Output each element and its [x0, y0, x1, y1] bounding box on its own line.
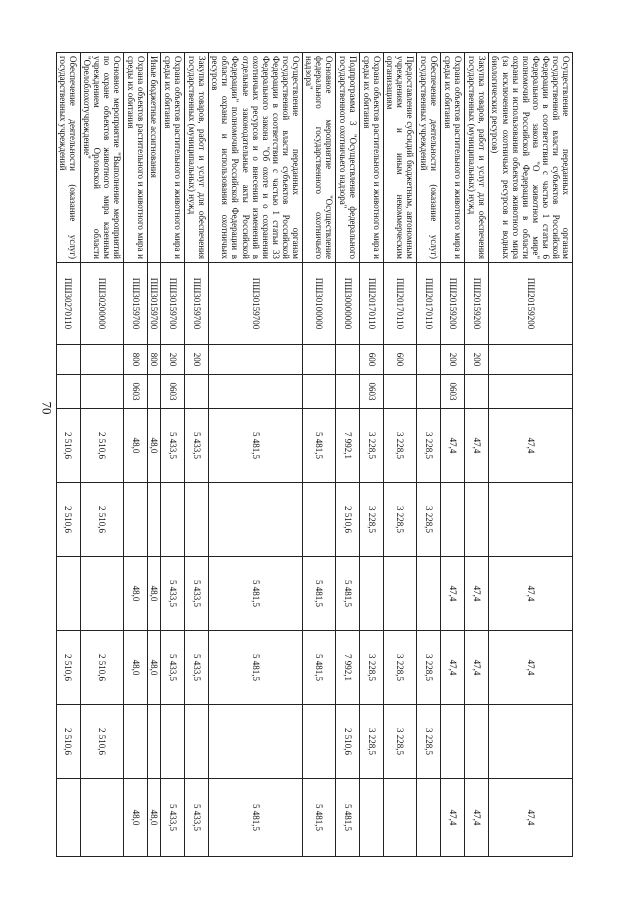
- amount-cell: 3 228,5: [417, 483, 441, 557]
- amount-cell: 5 433,5: [185, 779, 209, 857]
- amount-cell: 5 481,5: [209, 779, 303, 857]
- row-name-cell: Осуществление переданных органам государственной власти субъектов Российской Федерации в соответствии с частью 1 статьи 33 Федерального закона "Об охоте и о сохранении охотничьих ресурсов и о внесении изменений в отдельные законодательные акты Российской Федерации" полномочий Российской Федерации в области охраны и использования охотничьих ресурсов: [209, 53, 303, 263]
- amount-cell: 2 510,6: [336, 705, 360, 779]
- table-row: [489, 53, 573, 857]
- amount-cell: [124, 705, 148, 779]
- expense-type-cell: 200: [465, 345, 489, 375]
- amount-cell: [209, 705, 303, 779]
- amount-cell: 2 510,6: [56, 705, 80, 779]
- amount-cell: [441, 483, 465, 557]
- amount-cell: 48,0: [124, 409, 148, 483]
- amount-cell: 2 510,6: [56, 409, 80, 483]
- target-code-cell: ПШ20159200: [441, 263, 465, 345]
- table-row: [465, 53, 489, 857]
- amount-cell: 2 510,6: [80, 631, 123, 705]
- amount-cell: 2 510,6: [80, 409, 123, 483]
- target-code-cell: ПШ30270110: [56, 263, 80, 345]
- table-row: [336, 53, 360, 857]
- amount-cell: 47,4: [441, 557, 465, 631]
- table-row: [56, 53, 80, 857]
- amount-cell: 47,4: [441, 409, 465, 483]
- amount-cell: 47,4: [441, 631, 465, 705]
- section-code-cell: [302, 375, 335, 409]
- amount-cell: 3 228,5: [360, 409, 384, 483]
- amount-cell: 5 481,5: [302, 631, 335, 705]
- table-row: [185, 53, 209, 857]
- row-name-cell: Осуществление переданных органам государственной власти субъектов Российской Федерации в соответствии с частью 1 статьи 6 Федерального закона "О животном мире" полномочий Российской Федерации в области охраны и использования объектов животного мира (за исключением охотничьих ресурсов и водных биологических ресурсов): [489, 53, 573, 263]
- amount-cell: 2 510,6: [80, 483, 123, 557]
- section-code-cell: 0603: [441, 375, 465, 409]
- expense-type-cell: 600: [360, 345, 384, 375]
- table-row: [80, 53, 123, 857]
- budget-table: [56, 52, 573, 857]
- amount-cell: [209, 483, 303, 557]
- amount-cell: 5 481,5: [302, 557, 335, 631]
- expense-type-cell: [336, 345, 360, 375]
- target-code-cell: ПШ30200000: [80, 263, 123, 345]
- amount-cell: 3 228,5: [417, 409, 441, 483]
- amount-cell: 5 481,5: [336, 779, 360, 857]
- amount-cell: 47,4: [489, 779, 573, 857]
- amount-cell: [417, 779, 441, 857]
- section-code-cell: 0603: [360, 375, 384, 409]
- expense-type-cell: [209, 345, 303, 375]
- target-code-cell: ПШ30100000: [302, 263, 335, 345]
- table-row: [360, 53, 384, 857]
- amount-cell: [56, 779, 80, 857]
- amount-cell: 5 481,5: [302, 779, 335, 857]
- table-row: [148, 53, 161, 857]
- amount-cell: 47,4: [465, 409, 489, 483]
- amount-cell: 3 228,5: [417, 705, 441, 779]
- amount-cell: 2 510,6: [336, 483, 360, 557]
- table-row: [384, 53, 417, 857]
- amount-cell: 47,4: [441, 779, 465, 857]
- row-name-cell: Обеспечение деятельности (оказание услуг) государственных учреждений: [417, 53, 441, 263]
- amount-cell: 47,4: [489, 409, 573, 483]
- target-code-cell: ПШ30159700: [148, 263, 161, 345]
- section-code-cell: [417, 375, 441, 409]
- target-code-cell: ПШ30159700: [209, 263, 303, 345]
- expense-type-cell: [417, 345, 441, 375]
- amount-cell: 3 228,5: [417, 631, 441, 705]
- row-name-cell: Охрана объектов растительного и животного мира и среды их обитания: [441, 53, 465, 263]
- amount-cell: 48,0: [148, 409, 161, 483]
- section-code-cell: [384, 375, 417, 409]
- amount-cell: 48,0: [124, 631, 148, 705]
- amount-cell: [360, 557, 384, 631]
- section-code-cell: [209, 375, 303, 409]
- expense-type-cell: 200: [185, 345, 209, 375]
- amount-cell: [489, 483, 573, 557]
- amount-cell: [124, 483, 148, 557]
- row-name-cell: Предоставление субсидий бюджетным, автономным учреждениям и иным некоммерческим организациям: [384, 53, 417, 263]
- amount-cell: [489, 705, 573, 779]
- amount-cell: [161, 483, 185, 557]
- section-code-cell: 0603: [161, 375, 185, 409]
- amount-cell: 2 510,6: [56, 631, 80, 705]
- amount-cell: 2 510,6: [80, 705, 123, 779]
- amount-cell: 48,0: [148, 779, 161, 857]
- amount-cell: 5 481,5: [336, 557, 360, 631]
- row-name-cell: Обеспечение деятельности (оказание услуг) государственных учреждений: [56, 53, 80, 263]
- amount-cell: 47,4: [489, 631, 573, 705]
- row-name-cell: Основное мероприятие "Осуществление федерального государственного охотничьего надзора": [302, 53, 335, 263]
- table-row: [124, 53, 148, 857]
- amount-cell: 47,4: [465, 631, 489, 705]
- amount-cell: 5 433,5: [185, 557, 209, 631]
- target-code-cell: ПШ30159700: [185, 263, 209, 345]
- row-name-cell: Закупка товаров, работ и услуг для обеспечения государственных (муниципальных) нужд: [465, 53, 489, 263]
- amount-cell: 47,4: [465, 557, 489, 631]
- target-code-cell: ПШ20159200: [489, 263, 573, 345]
- amount-cell: 48,0: [124, 779, 148, 857]
- amount-cell: 47,4: [465, 779, 489, 857]
- amount-cell: 3 228,5: [360, 483, 384, 557]
- section-code-cell: [80, 375, 123, 409]
- amount-cell: 5 481,5: [209, 557, 303, 631]
- expense-type-cell: 800: [124, 345, 148, 375]
- amount-cell: 3 228,5: [384, 483, 417, 557]
- table-row: [161, 53, 185, 857]
- expense-type-cell: 200: [161, 345, 185, 375]
- row-name-cell: Закупка товаров, работ и услуг для обеспечения государственных (муниципальных) нужд: [185, 53, 209, 263]
- target-code-cell: ПШ30000000: [336, 263, 360, 345]
- amount-cell: [161, 705, 185, 779]
- expense-type-cell: [489, 345, 573, 375]
- table-row: [302, 53, 335, 857]
- section-code-cell: [148, 375, 161, 409]
- amount-cell: 5 433,5: [161, 409, 185, 483]
- amount-cell: 47,4: [489, 557, 573, 631]
- expense-type-cell: [302, 345, 335, 375]
- amount-cell: 48,0: [148, 557, 161, 631]
- row-name-cell: Подпрограмма 3 "Осуществление федерального государственного охотничьего надзора": [336, 53, 360, 263]
- amount-cell: [148, 705, 161, 779]
- table-row: [209, 53, 303, 857]
- section-code-cell: [185, 375, 209, 409]
- amount-cell: 5 433,5: [161, 779, 185, 857]
- table-row: [417, 53, 441, 857]
- amount-cell: 2 510,6: [56, 483, 80, 557]
- amount-cell: 5 481,5: [209, 409, 303, 483]
- amount-cell: 48,0: [148, 631, 161, 705]
- amount-cell: [302, 705, 335, 779]
- target-code-cell: ПШ30159700: [161, 263, 185, 345]
- amount-cell: [441, 705, 465, 779]
- page-number: 70: [39, 401, 55, 415]
- expense-type-cell: [80, 345, 123, 375]
- budget-table-sheet: [58, 52, 573, 856]
- amount-cell: 5 433,5: [185, 631, 209, 705]
- amount-cell: 5 433,5: [161, 557, 185, 631]
- expense-type-cell: 600: [384, 345, 417, 375]
- target-code-cell: ПШ20159200: [465, 263, 489, 345]
- amount-cell: 3 228,5: [384, 631, 417, 705]
- amount-cell: 5 433,5: [161, 631, 185, 705]
- target-code-cell: ПШ20170110: [384, 263, 417, 345]
- table-row: [441, 53, 465, 857]
- row-name-cell: Основное мероприятие "Выполнение мероприятий по охране объектов животного мира казенным учреждением Орловской области "Орелоблохотучреждение": [80, 53, 123, 263]
- section-code-cell: [56, 375, 80, 409]
- amount-cell: [417, 557, 441, 631]
- amount-cell: 5 481,5: [209, 631, 303, 705]
- budget-table-body: [56, 53, 572, 857]
- amount-cell: [185, 705, 209, 779]
- amount-cell: 48,0: [124, 557, 148, 631]
- section-code-cell: [336, 375, 360, 409]
- amount-cell: [384, 557, 417, 631]
- row-name-cell: Охрана объектов растительного и животного мира и среды их обитания: [161, 53, 185, 263]
- expense-type-cell: 800: [148, 345, 161, 375]
- target-code-cell: ПШ20170110: [360, 263, 384, 345]
- amount-cell: [56, 557, 80, 631]
- amount-cell: [302, 483, 335, 557]
- amount-cell: [80, 779, 123, 857]
- amount-cell: [465, 483, 489, 557]
- amount-cell: [185, 483, 209, 557]
- target-code-cell: ПШ20170110: [417, 263, 441, 345]
- amount-cell: 7 992,1: [336, 409, 360, 483]
- expense-type-cell: [56, 345, 80, 375]
- amount-cell: 3 228,5: [384, 409, 417, 483]
- amount-cell: 3 228,5: [360, 631, 384, 705]
- amount-cell: 5 433,5: [185, 409, 209, 483]
- row-name-cell: Иные бюджетные ассигнования: [148, 53, 161, 263]
- section-code-cell: 0603: [124, 375, 148, 409]
- amount-cell: 7 992,1: [336, 631, 360, 705]
- section-code-cell: [465, 375, 489, 409]
- amount-cell: 3 228,5: [360, 705, 384, 779]
- section-code-cell: [489, 375, 573, 409]
- target-code-cell: ПШ30159700: [124, 263, 148, 345]
- expense-type-cell: 200: [441, 345, 465, 375]
- amount-cell: [80, 557, 123, 631]
- rotated-table-wrapper: [58, 52, 573, 856]
- amount-cell: [360, 779, 384, 857]
- row-name-cell: Охрана объектов растительного и животного мира и среды их обитания: [360, 53, 384, 263]
- row-name-cell: Охрана объектов растительного и животного мира и среды их обитания: [124, 53, 148, 263]
- amount-cell: 5 481,5: [302, 409, 335, 483]
- amount-cell: 3 228,5: [384, 705, 417, 779]
- amount-cell: [384, 779, 417, 857]
- amount-cell: [465, 705, 489, 779]
- amount-cell: [148, 483, 161, 557]
